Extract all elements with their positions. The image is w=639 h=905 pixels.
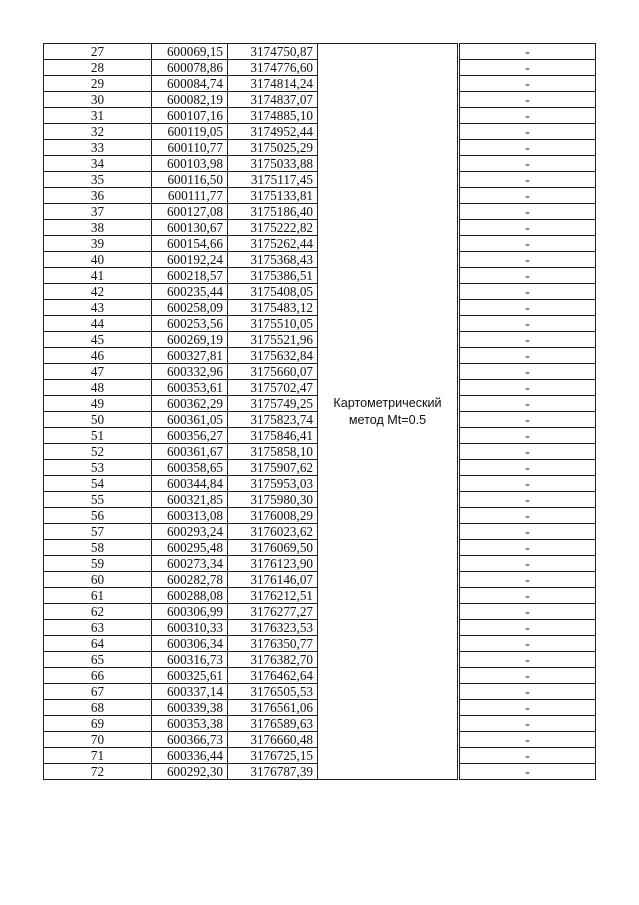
y-coordinate-cell: 3176146,07 [228, 572, 318, 588]
x-coordinate-cell: 600111,77 [152, 188, 228, 204]
x-coordinate-cell: 600119,05 [152, 124, 228, 140]
point-number-cell: 67 [44, 684, 152, 700]
x-coordinate-cell: 600253,56 [152, 316, 228, 332]
y-coordinate-cell: 3175262,44 [228, 236, 318, 252]
note-cell: - [460, 540, 596, 556]
y-coordinate-cell: 3175408,05 [228, 284, 318, 300]
y-coordinate-cell: 3176462,64 [228, 668, 318, 684]
x-coordinate-cell: 600313,08 [152, 508, 228, 524]
x-coordinate-cell: 600306,99 [152, 604, 228, 620]
x-coordinate-cell: 600353,61 [152, 380, 228, 396]
y-coordinate-cell: 3175846,41 [228, 428, 318, 444]
x-coordinate-cell: 600273,34 [152, 556, 228, 572]
y-coordinate-cell: 3175858,10 [228, 444, 318, 460]
point-number-cell: 45 [44, 332, 152, 348]
x-coordinate-cell: 600154,66 [152, 236, 228, 252]
point-number-cell: 63 [44, 620, 152, 636]
point-number-cell: 41 [44, 268, 152, 284]
x-coordinate-cell: 600288,08 [152, 588, 228, 604]
y-coordinate-cell: 3175632,84 [228, 348, 318, 364]
coordinates-table [43, 43, 596, 780]
point-number-cell: 30 [44, 92, 152, 108]
x-coordinate-cell: 600116,50 [152, 172, 228, 188]
point-number-cell: 29 [44, 76, 152, 92]
y-coordinate-cell: 3176323,53 [228, 620, 318, 636]
y-coordinate-cell: 3175117,45 [228, 172, 318, 188]
y-coordinate-cell: 3175186,40 [228, 204, 318, 220]
x-coordinate-cell: 600295,48 [152, 540, 228, 556]
point-number-cell: 62 [44, 604, 152, 620]
x-coordinate-cell: 600310,33 [152, 620, 228, 636]
note-cell: - [460, 76, 596, 92]
point-number-cell: 55 [44, 492, 152, 508]
point-number-cell: 37 [44, 204, 152, 220]
x-coordinate-cell: 600103,98 [152, 156, 228, 172]
point-number-cell: 70 [44, 732, 152, 748]
x-coordinate-cell: 600127,08 [152, 204, 228, 220]
note-cell: - [460, 316, 596, 332]
note-cell: - [460, 188, 596, 204]
note-cell: - [460, 252, 596, 268]
y-coordinate-cell: 3175386,51 [228, 268, 318, 284]
x-coordinate-cell: 600316,73 [152, 652, 228, 668]
point-number-cell: 40 [44, 252, 152, 268]
coordinates-table-body [44, 44, 596, 780]
x-coordinate-cell: 600292,30 [152, 764, 228, 780]
note-cell: - [460, 364, 596, 380]
note-cell: - [460, 332, 596, 348]
note-cell: - [460, 524, 596, 540]
x-coordinate-cell: 600336,44 [152, 748, 228, 764]
note-cell: - [460, 396, 596, 412]
point-number-cell: 43 [44, 300, 152, 316]
note-cell: - [460, 412, 596, 428]
note-cell: - [460, 428, 596, 444]
point-number-cell: 42 [44, 284, 152, 300]
note-cell: - [460, 460, 596, 476]
point-number-cell: 68 [44, 700, 152, 716]
note-cell: - [460, 604, 596, 620]
note-cell: - [460, 492, 596, 508]
y-coordinate-cell: 3176505,53 [228, 684, 318, 700]
x-coordinate-cell: 600339,38 [152, 700, 228, 716]
point-number-cell: 28 [44, 60, 152, 76]
x-coordinate-cell: 600353,38 [152, 716, 228, 732]
y-coordinate-cell: 3175133,81 [228, 188, 318, 204]
x-coordinate-cell: 600325,61 [152, 668, 228, 684]
note-cell: - [460, 124, 596, 140]
y-coordinate-cell: 3175483,12 [228, 300, 318, 316]
note-cell: - [460, 268, 596, 284]
x-coordinate-cell: 600358,65 [152, 460, 228, 476]
point-number-cell: 32 [44, 124, 152, 140]
y-coordinate-cell: 3176350,77 [228, 636, 318, 652]
y-coordinate-cell: 3175521,96 [228, 332, 318, 348]
note-cell: - [460, 476, 596, 492]
note-cell: - [460, 444, 596, 460]
y-coordinate-cell: 3175823,74 [228, 412, 318, 428]
note-cell: - [460, 156, 596, 172]
note-cell: - [460, 220, 596, 236]
point-number-cell: 61 [44, 588, 152, 604]
point-number-cell: 72 [44, 764, 152, 780]
method-cell: Картометрический метод Mt=0.5 [318, 44, 458, 780]
note-cell: - [460, 620, 596, 636]
x-coordinate-cell: 600332,96 [152, 364, 228, 380]
x-coordinate-cell: 600130,67 [152, 220, 228, 236]
point-number-cell: 38 [44, 220, 152, 236]
y-coordinate-cell: 3176382,70 [228, 652, 318, 668]
y-coordinate-cell: 3176212,51 [228, 588, 318, 604]
point-number-cell: 71 [44, 748, 152, 764]
note-cell: - [460, 748, 596, 764]
x-coordinate-cell: 600078,86 [152, 60, 228, 76]
x-coordinate-cell: 600362,29 [152, 396, 228, 412]
point-number-cell: 47 [44, 364, 152, 380]
point-number-cell: 49 [44, 396, 152, 412]
note-cell: - [460, 572, 596, 588]
point-number-cell: 33 [44, 140, 152, 156]
y-coordinate-cell: 3174885,10 [228, 108, 318, 124]
point-number-cell: 54 [44, 476, 152, 492]
y-coordinate-cell: 3175222,82 [228, 220, 318, 236]
x-coordinate-cell: 600361,05 [152, 412, 228, 428]
y-coordinate-cell: 3175510,05 [228, 316, 318, 332]
y-coordinate-cell: 3175980,30 [228, 492, 318, 508]
point-number-cell: 69 [44, 716, 152, 732]
x-coordinate-cell: 600327,81 [152, 348, 228, 364]
point-number-cell: 27 [44, 44, 152, 60]
point-number-cell: 50 [44, 412, 152, 428]
point-number-cell: 53 [44, 460, 152, 476]
note-cell: - [460, 652, 596, 668]
x-coordinate-cell: 600337,14 [152, 684, 228, 700]
x-coordinate-cell: 600258,09 [152, 300, 228, 316]
x-coordinate-cell: 600306,34 [152, 636, 228, 652]
point-number-cell: 65 [44, 652, 152, 668]
note-cell: - [460, 236, 596, 252]
point-number-cell: 66 [44, 668, 152, 684]
x-coordinate-cell: 600235,44 [152, 284, 228, 300]
note-cell: - [460, 684, 596, 700]
note-cell: - [460, 556, 596, 572]
note-cell: - [460, 284, 596, 300]
point-number-cell: 59 [44, 556, 152, 572]
point-number-cell: 64 [44, 636, 152, 652]
y-coordinate-cell: 3176725,15 [228, 748, 318, 764]
y-coordinate-cell: 3174750,87 [228, 44, 318, 60]
point-number-cell: 52 [44, 444, 152, 460]
point-number-cell: 36 [44, 188, 152, 204]
x-coordinate-cell: 600107,16 [152, 108, 228, 124]
note-cell: - [460, 140, 596, 156]
y-coordinate-cell: 3176069,50 [228, 540, 318, 556]
x-coordinate-cell: 600366,73 [152, 732, 228, 748]
note-cell: - [460, 60, 596, 76]
table-row [44, 44, 596, 60]
x-coordinate-cell: 600269,19 [152, 332, 228, 348]
y-coordinate-cell: 3175033,88 [228, 156, 318, 172]
note-cell: - [460, 172, 596, 188]
point-number-cell: 35 [44, 172, 152, 188]
point-number-cell: 39 [44, 236, 152, 252]
point-number-cell: 51 [44, 428, 152, 444]
point-number-cell: 48 [44, 380, 152, 396]
y-coordinate-cell: 3174837,07 [228, 92, 318, 108]
y-coordinate-cell: 3175907,62 [228, 460, 318, 476]
note-cell: - [460, 348, 596, 364]
x-coordinate-cell: 600084,74 [152, 76, 228, 92]
y-coordinate-cell: 3176561,06 [228, 700, 318, 716]
note-cell: - [460, 700, 596, 716]
x-coordinate-cell: 600282,78 [152, 572, 228, 588]
point-number-cell: 34 [44, 156, 152, 172]
y-coordinate-cell: 3174776,60 [228, 60, 318, 76]
x-coordinate-cell: 600293,24 [152, 524, 228, 540]
note-cell: - [460, 588, 596, 604]
x-coordinate-cell: 600069,15 [152, 44, 228, 60]
note-cell: - [460, 732, 596, 748]
note-cell: - [460, 668, 596, 684]
note-cell: - [460, 508, 596, 524]
point-number-cell: 58 [44, 540, 152, 556]
x-coordinate-cell: 600344,84 [152, 476, 228, 492]
note-cell: - [460, 380, 596, 396]
point-number-cell: 31 [44, 108, 152, 124]
x-coordinate-cell: 600356,27 [152, 428, 228, 444]
y-coordinate-cell: 3175749,25 [228, 396, 318, 412]
y-coordinate-cell: 3175025,29 [228, 140, 318, 156]
point-number-cell: 56 [44, 508, 152, 524]
point-number-cell: 60 [44, 572, 152, 588]
x-coordinate-cell: 600218,57 [152, 268, 228, 284]
x-coordinate-cell: 600192,24 [152, 252, 228, 268]
y-coordinate-cell: 3174952,44 [228, 124, 318, 140]
point-number-cell: 46 [44, 348, 152, 364]
y-coordinate-cell: 3176660,48 [228, 732, 318, 748]
y-coordinate-cell: 3176023,62 [228, 524, 318, 540]
note-cell: - [460, 108, 596, 124]
x-coordinate-cell: 600082,19 [152, 92, 228, 108]
note-cell: - [460, 300, 596, 316]
note-cell: - [460, 204, 596, 220]
note-cell: - [460, 764, 596, 780]
point-number-cell: 44 [44, 316, 152, 332]
y-coordinate-cell: 3175953,03 [228, 476, 318, 492]
note-cell: - [460, 716, 596, 732]
y-coordinate-cell: 3175368,43 [228, 252, 318, 268]
y-coordinate-cell: 3176123,90 [228, 556, 318, 572]
x-coordinate-cell: 600110,77 [152, 140, 228, 156]
x-coordinate-cell: 600321,85 [152, 492, 228, 508]
point-number-cell: 57 [44, 524, 152, 540]
y-coordinate-cell: 3175660,07 [228, 364, 318, 380]
note-cell: - [460, 636, 596, 652]
y-coordinate-cell: 3174814,24 [228, 76, 318, 92]
y-coordinate-cell: 3176589,63 [228, 716, 318, 732]
y-coordinate-cell: 3175702,47 [228, 380, 318, 396]
note-cell: - [460, 92, 596, 108]
y-coordinate-cell: 3176008,29 [228, 508, 318, 524]
note-cell: - [460, 44, 596, 60]
x-coordinate-cell: 600361,67 [152, 444, 228, 460]
y-coordinate-cell: 3176787,39 [228, 764, 318, 780]
y-coordinate-cell: 3176277,27 [228, 604, 318, 620]
